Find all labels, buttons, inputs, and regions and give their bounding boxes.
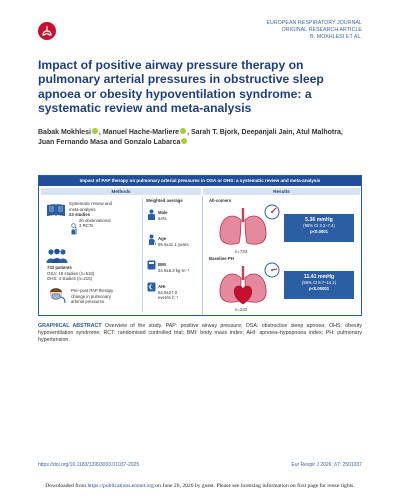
article-title: Impact of positive airway pressure therapy on pulmonary arterial pressures in obstructive sleep apnoea or obesity hypoventilation syndrome: a systematic review and meta-analysis (38, 58, 324, 116)
ahi-label: AHI (158, 284, 166, 289)
graphical-abstract-caption (38, 323, 362, 345)
baseline-ph-value: 11.41 mmHg (303, 274, 335, 280)
author-jain[interactable]: Deepanjali Jain (241, 129, 293, 136)
baseline-ph-label: Baseline PH (209, 256, 234, 261)
review-text-2: meta-analysis (69, 206, 96, 212)
citation: Eur Respir J 2026; 67: 2501037 (291, 462, 362, 468)
bmi-block (158, 262, 203, 273)
ahi-value: 54.9±27.0 (158, 289, 178, 295)
authors-line-2: Juan Fernando Masa and Gonzalo Labarca (38, 138, 368, 148)
methods-divider (142, 198, 143, 312)
male-icon (147, 209, 156, 221)
download-link[interactable]: https://publications.ersnet.org (87, 483, 154, 489)
results-heading: Results (203, 188, 360, 195)
male-block (158, 210, 200, 221)
male-label: Male (158, 210, 168, 215)
ers-logo (38, 22, 56, 40)
all-comers-ci: (95% CI 3.2–7.4) (303, 223, 335, 228)
age-icon (147, 234, 156, 246)
sleep-mask-patient-icon (47, 286, 67, 304)
baseline-ph-p: p<0.00001 (308, 286, 330, 291)
baseline-ph-n: n=233 (235, 307, 248, 312)
age-block (158, 236, 203, 247)
author-masa[interactable]: Juan Fernando Masa (38, 139, 108, 147)
patients-block (47, 265, 141, 282)
bmi-value: 34.9±6.3 kg·m⁻² (158, 267, 190, 273)
pressure-gauge-icon (264, 204, 280, 220)
graphical-abstract (38, 175, 362, 316)
pressure-gauge-high-icon (264, 262, 280, 278)
running-authors: B. MOKHLESI ET AL. (310, 33, 362, 40)
download-prefix: Downloaded from (45, 483, 88, 489)
all-comers-n: n=733 (235, 249, 248, 254)
all-comers-p: p<0.0001 (310, 229, 328, 234)
patients-count: 733 patients (47, 265, 72, 270)
methods-heading: Methods (41, 188, 201, 195)
review-text-1: Systematic review and (69, 201, 112, 206)
scale-icon (147, 260, 156, 270)
moon-sleep-icon (147, 282, 156, 292)
review-observational: 20 observational (79, 217, 111, 223)
download-suffix: on June 26, 2026 by guest. Please see licensing information on first page for reuse rights. (153, 483, 355, 489)
prepost-line-1: Pre–post PAP therapy (71, 288, 114, 293)
author-mokhlesi[interactable]: Babak Mokhlesi (38, 129, 91, 136)
author-hache-marliere[interactable]: Manuel Hache-Marliere (102, 129, 180, 136)
baseline-ph-result (284, 271, 354, 299)
prepost-line-3: arterial pressures (71, 299, 105, 305)
all-comers-value: 5.36 mmHg (305, 217, 333, 223)
ahi-unit: events·h⁻¹ (158, 295, 179, 301)
baseline-ph-ci: (95% CI 8.7–14.1) (302, 280, 336, 285)
author-malhotra[interactable]: Atul Malhotra (296, 129, 341, 136)
prepost-block (71, 288, 141, 305)
lungs-heart-icon (217, 264, 269, 306)
patients-ohs: OHS: 4 studies (n=215) (47, 276, 93, 282)
download-notice (0, 483, 400, 489)
weighted-average-heading: Weighted average (146, 198, 183, 203)
review-rcts: 3 RCTs (79, 223, 94, 229)
journal-header (266, 20, 362, 40)
patients-osa: OSA: 19 studies (n=518) (47, 270, 95, 276)
journal-name: EUROPEAN RESPIRATORY JOURNAL (266, 20, 362, 26)
orcid-icon[interactable] (181, 138, 187, 144)
lungs-icon (217, 206, 269, 248)
book-icon (46, 202, 66, 218)
author-list (38, 128, 368, 149)
prepost-line-2: change in pulmonary (71, 293, 111, 299)
bmi-label: BMI (158, 262, 166, 267)
age-value: 55.9±11.1 years (158, 241, 189, 247)
ga-title: Impact of PAP therapy on pulmonary arterial pressures in OSA or OHS: a systematic review and meta-analysis (39, 176, 361, 186)
authors-line-1: Babak Mokhlesi , Manuel Hache-Marliere , Sarah T. Bjork, Deepanjali Jain, Atul Malhotra, (38, 129, 343, 136)
male-value: 64% (158, 215, 167, 221)
author-labarca[interactable]: Gonzalo Labarca (123, 139, 181, 147)
document-stack-icon (71, 229, 77, 235)
caption-label: GRAPHICAL ABSTRACT (38, 323, 102, 329)
review-block (69, 201, 139, 229)
all-comers-result (284, 214, 354, 242)
review-studies: 23 studies (69, 212, 91, 218)
caption-text: Overview of the study. PAP: positive airway pressure; OSA: obstructive sleep apnoea; OHS: obesity hypoventilation syndrome; RCT: randomised controlled trial; BMI: body mass index; AHI: apnoea–hypopnoea index; PH: pulmonary hypertension. (38, 323, 362, 344)
ahi-block (158, 284, 203, 301)
doi-link[interactable]: https://doi.org/10.1183/13993003.01037-2025 (38, 462, 140, 468)
lungs-logo-icon (41, 25, 53, 37)
author-bjork[interactable]: Sarah T. Bjork (190, 129, 238, 136)
age-label: Age (158, 236, 167, 241)
patients-group-icon (45, 248, 69, 264)
article-type: ORIGINAL RESEARCH ARTICLE (281, 26, 362, 33)
orcid-icon[interactable] (92, 128, 98, 134)
orcid-icon[interactable] (180, 128, 186, 134)
all-comers-label: All-comers (209, 198, 232, 203)
